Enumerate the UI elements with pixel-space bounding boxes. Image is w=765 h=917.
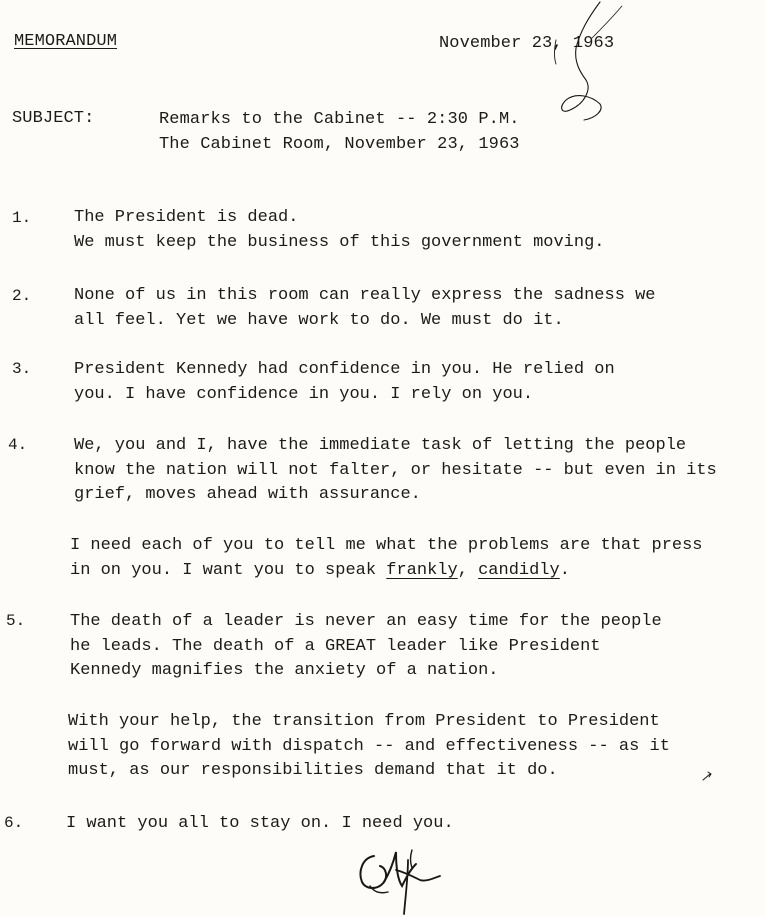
paragraph-line: all feel. Yet we have work to do. We must do it. <box>74 310 564 330</box>
subject-line-1: Remarks to the Cabinet -- 2:30 P.M. <box>159 110 520 129</box>
line-text: , <box>457 560 479 580</box>
paragraph-line: We, you and I, have the immediate task of letting the people <box>74 436 687 455</box>
item-number: 1. <box>12 209 32 227</box>
subject-label: SUBJECT: <box>12 109 95 128</box>
item-paragraph <box>74 434 717 508</box>
paragraph-line: I want you all to stay on. I need you. <box>66 814 454 833</box>
paragraph-line: grief, moves ahead with assurance. <box>74 485 421 504</box>
item-paragraph <box>68 710 670 784</box>
item-number: 2. <box>12 287 32 305</box>
item-number: 6. <box>4 814 24 832</box>
paragraph-line: you. I have confidence in you. I rely on you. <box>74 384 534 404</box>
paragraph-line: he leads. The death of a GREAT leader like President <box>70 636 601 656</box>
item-paragraph <box>74 358 615 407</box>
paragraph-line: We must keep the business of this government moving. <box>74 232 605 252</box>
pen-tick-mark <box>700 768 720 784</box>
item-number: 4. <box>8 436 28 454</box>
paragraph-line <box>70 559 703 584</box>
paragraph-line: Kennedy magnifies the anxiety of a nation. <box>70 661 499 680</box>
paragraph-line: President Kennedy had confidence in you. He relied on <box>74 360 615 379</box>
paragraph-line: The President is dead. <box>74 208 299 227</box>
paragraph-line: With your help, the transition from President to President <box>68 712 660 731</box>
memo-heading: MEMORANDUM <box>14 32 118 51</box>
item-paragraph <box>70 534 703 583</box>
paragraph-line: None of us in this room can really express the sadness we <box>74 286 656 305</box>
item-paragraph <box>74 284 656 333</box>
item-paragraph <box>66 812 454 837</box>
item-number: 5. <box>6 612 26 630</box>
paragraph-line: know the nation will not falter, or hesitate -- but even in its <box>74 460 717 480</box>
item-paragraph <box>70 610 662 684</box>
handwritten-signature <box>350 842 450 917</box>
memo-date: November 23, 1963 <box>439 34 615 53</box>
item-paragraph <box>74 206 605 255</box>
paragraph-line: The death of a leader is never an easy time for the people <box>70 612 662 631</box>
paragraph-line: I need each of you to tell me what the problems are that press <box>70 536 703 555</box>
item-number: 3. <box>12 360 32 378</box>
paragraph-line: will go forward with dispatch -- and effectiveness -- as it <box>68 736 670 756</box>
pen-stroke-mark <box>540 0 630 130</box>
line-text: . <box>559 560 570 580</box>
subject-line-2: The Cabinet Room, November 23, 1963 <box>159 135 520 154</box>
underlined-word: frankly <box>386 560 458 580</box>
paragraph-line: must, as our responsibilities demand that it do. <box>68 761 558 780</box>
underlined-word: candidly <box>478 560 560 580</box>
line-text: in on you. I want you to speak <box>70 560 387 580</box>
